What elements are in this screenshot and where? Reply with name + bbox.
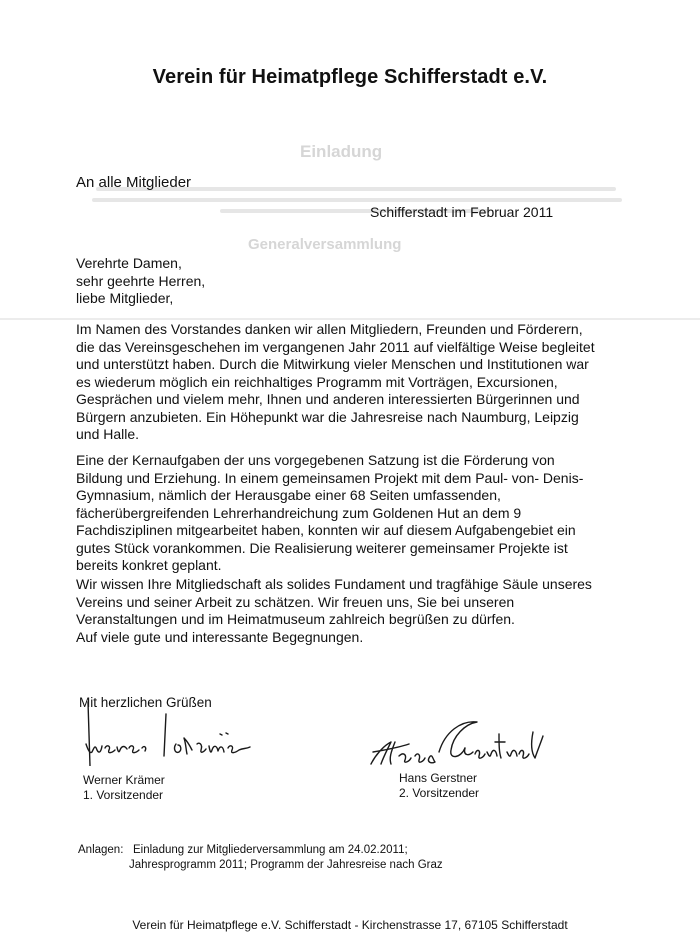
letterhead-title: Verein für Heimatpflege Schifferstadt e.V.: [152, 66, 548, 88]
text-line: gutes Stück vorankommen. Die Realisierung weiterer gemeinsamer Projekte ist: [76, 539, 568, 556]
text-line: Veranstaltungen und im Heimatmuseum zahlreich begrüßen zu dürfen.: [76, 611, 515, 627]
text-line: bereits konkret geplant.: [76, 557, 222, 573]
salutation-line: sehr geehrte Herren,: [76, 272, 206, 289]
text-line: und Halle.: [76, 426, 140, 442]
text-line: die das Vereinsgeschehen im vergangenen Jahr 2011 auf vielfältige Weise begleitet: [76, 338, 595, 355]
text-line: Bürgern anzubieten. Ein Höhepunkt war die Jahresreise nach Naumburg, Leipzig: [76, 408, 579, 425]
signer-first: [83, 773, 165, 803]
paragraph-membership: [76, 576, 636, 646]
enclosure-item: Jahresprogramm 2011; Programm der Jahresreise nach Graz: [129, 859, 443, 871]
text-line: Im Namen des Vorstandes danken wir allen Mitgliedern, Freunden und Förderern,: [76, 321, 583, 337]
paragraph-education: [76, 452, 636, 575]
signer-name: Werner Krämer: [83, 773, 165, 787]
paper-fold: [0, 318, 700, 320]
text-line: und unterstützt haben. Durch die Mitwirkung vieler Menschen und Institutionen war: [76, 356, 589, 372]
place-date: Schifferstadt im Februar 2011: [370, 204, 554, 220]
signer-name: Hans Gerstner: [399, 771, 478, 785]
text-line: Eine der Kernaufgaben der uns vorgegebenen Satzung ist die Förderung von: [76, 452, 555, 468]
show-through-heading: Einladung: [300, 142, 383, 161]
closing: Mit herzlichen Grüßen: [79, 695, 212, 710]
text-line: Vereins und seiner Arbeit zu schätzen. Wir freuen uns, Sie bei unseren: [76, 593, 515, 610]
text-line: es wiederum möglich ein reichhaltiges Programm mit Vorträgen, Excursionen,: [76, 373, 558, 390]
enclosures: [78, 843, 443, 873]
enclosures-label: Anlagen:: [78, 844, 124, 856]
text-line: Wir wissen Ihre Mitgliedschaft als solides Fundament und tragfähige Säule unseres: [76, 576, 592, 592]
show-through-subheading: Generalversammlung: [248, 236, 402, 253]
text-line: Bildung und Erziehung. In einem gemeinsamen Projekt mit dem Paul- von- Denis-: [76, 469, 584, 486]
text-line: Gesprächen und vielem mehr, Ihnen und anderen interessierten Bürgerinnen und: [76, 391, 580, 407]
signer-second: [399, 771, 479, 801]
text-line: fächerübergreifenden Lehrerhandreichung zum Goldenen Hut an dem 9: [76, 504, 522, 521]
text-line: Fachdisziplinen mitgearbeitet haben, konnten wir auf diesem Aufgabengebiet ein: [76, 522, 576, 538]
text-line: Gymnasium, nämlich der Herausgabe einer 68 Seiten umfassenden,: [76, 487, 501, 503]
signature-werner-kraemer: [80, 700, 260, 766]
paragraph-thanks: [76, 321, 636, 444]
addressee: An alle Mitglieder: [76, 174, 192, 191]
text-line: Auf viele gute und interessante Begegnungen.: [76, 628, 364, 645]
letter-footer: Verein für Heimatpflege e.V. Schifferstadt - Kirchenstrasse 17, 67105 Schifferstadt: [132, 918, 568, 932]
salutation-line: Verehrte Damen,: [76, 255, 182, 271]
signer-role: 2. Vorsitzender: [399, 786, 480, 800]
signature-hans-gerstner: [365, 712, 555, 770]
salutation-line: liebe Mitglieder,: [76, 290, 174, 306]
enclosure-item: Einladung zur Mitgliederversammlung am 24.02.2011;: [133, 844, 408, 856]
salutation: [76, 255, 205, 308]
signer-role: 1. Vorsitzender: [83, 788, 164, 802]
show-through-line: [92, 198, 622, 202]
